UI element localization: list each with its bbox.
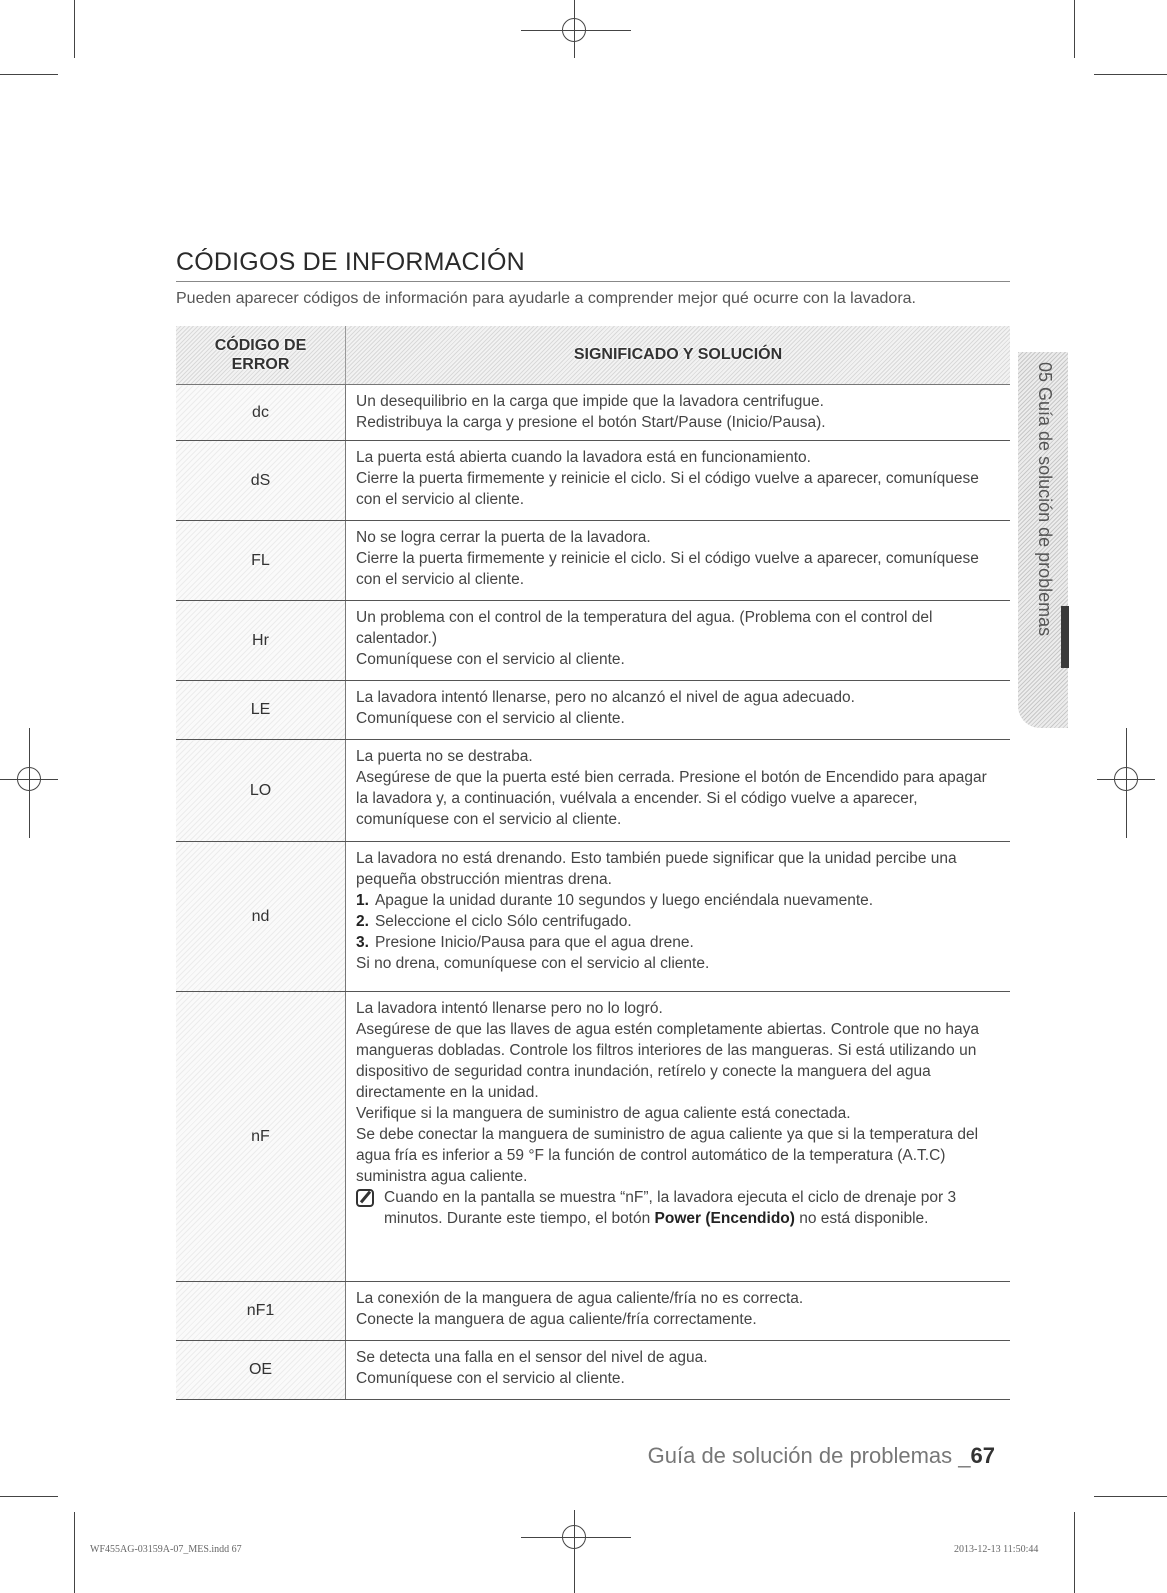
table-row (176, 681, 1010, 740)
error-code: Hr (176, 601, 346, 681)
crop-mark (1094, 1496, 1167, 1497)
error-code: nF (176, 992, 346, 1282)
crop-mark (74, 1512, 75, 1593)
intro-text: Pueden aparecer códigos de información para ayudarle a comprender mejor qué ocurre con la lavadora. (176, 290, 916, 307)
description-line: La lavadora no está drenando. Esto también puede significar que la unidad percibe una pequeña obstrucción mientras drena. (356, 850, 957, 888)
page-number: 67 (970, 1443, 995, 1468)
header-code-line2: ERROR (231, 356, 290, 373)
error-description (346, 441, 1011, 521)
error-codes-table (176, 326, 1010, 1400)
error-code: FL (176, 521, 346, 601)
step-text: Seleccione el ciclo Sólo centrifugado. (374, 913, 632, 930)
description-line: Cierre la puerta firmemente y reinicie el ciclo. Si el código vuelve a aparecer, comuníquese con el servicio al cliente. (356, 470, 979, 508)
error-description (346, 992, 1011, 1282)
error-description (346, 521, 1011, 601)
description-line: La lavadora intentó llenarse, pero no alcanzó el nivel de agua adecuado. (356, 689, 855, 706)
table-header-row (176, 326, 1010, 385)
error-code: nF1 (176, 1282, 346, 1341)
crop-mark (1074, 1512, 1075, 1593)
crop-mark (0, 74, 58, 75)
step-item (356, 890, 1002, 911)
crop-mark (1094, 74, 1167, 75)
registration-circle (17, 767, 41, 791)
description-line: Se debe conectar la manguera de suministro de agua caliente ya que si la temperatura del agua fría es inferior a 59 °F la función de control automático de la temperatura (A.T.C) suministra agua caliente. (356, 1126, 979, 1185)
step-number: 2. (356, 913, 369, 930)
step-item (356, 911, 1002, 932)
description-line: Conecte la manguera de agua caliente/fría correctamente. (356, 1311, 757, 1328)
note-text (384, 1187, 1002, 1229)
print-slug-file: WF455AG-03159A-07_MES.indd 67 (90, 1544, 242, 1555)
description-line: Asegúrese de que las llaves de agua estén completamente abiertas. Controle que no haya mangueras dobladas. Controle los filtros interiores de las mangueras. Si está utilizando un dispositivo de seguridad contra inundación, retírelo y conecte la manguera del agua directamente en la unidad. (356, 1021, 979, 1101)
description-line: Si no drena, comuníquese con el servicio al cliente. (356, 955, 710, 972)
error-code: dS (176, 441, 346, 521)
description-line: Se detecta una falla en el sensor del nivel de agua. (356, 1349, 708, 1366)
error-description (346, 601, 1011, 681)
page-title: CÓDIGOS DE INFORMACIÓN (176, 248, 1010, 282)
header-code (176, 326, 346, 385)
note-text-part: Cuando en la pantalla se muestra “nF”, la lavadora ejecuta el ciclo de drenaje por 3 minutos. Durante este tiempo, el botón (384, 1189, 957, 1227)
registration-mark (574, 1510, 575, 1593)
description-line: Comuníquese con el servicio al cliente. (356, 1370, 625, 1387)
step-number: 1. (356, 892, 369, 909)
chapter-side-tab-marker (1061, 606, 1069, 668)
description-line: No se logra cerrar la puerta de la lavadora. (356, 529, 651, 546)
error-code: LO (176, 740, 346, 842)
error-description (346, 740, 1011, 842)
note-block (356, 1187, 1002, 1229)
error-description (346, 842, 1011, 992)
table-row (176, 521, 1010, 601)
description-line: Asegúrese de que la puerta esté bien cerrada. Presione el botón de Encendido para apagar la lavadora y, a continuación, vuélvala a encender. Si el código vuelve a aparecer, comuníquese con el servicio al cliente. (356, 769, 987, 828)
registration-circle (1114, 767, 1138, 791)
error-code: nd (176, 842, 346, 992)
chapter-side-tab-label: 05 Guía de solución de problemas (1035, 362, 1055, 637)
note-bold-text: Power (Encendido) (654, 1210, 795, 1227)
description-line: Redistribuya la carga y presione el botón Start/Pause (Inicio/Pausa). (356, 414, 826, 431)
description-line: Comuníquese con el servicio al cliente. (356, 710, 625, 727)
registration-circle (562, 18, 586, 42)
table-row (176, 441, 1010, 521)
error-code: OE (176, 1341, 346, 1400)
note-text-part: no está disponible. (794, 1210, 929, 1227)
description-line: Un desequilibrio en la carga que impide que la lavadora centrifugue. (356, 393, 824, 410)
error-description (346, 1282, 1011, 1341)
footer-text: Guía de solución de problemas _ (647, 1443, 971, 1468)
crop-mark (0, 1496, 58, 1497)
table-row (176, 842, 1010, 992)
error-description (346, 1341, 1011, 1400)
description-line: Verifique si la manguera de suministro de agua caliente está conectada. (356, 1105, 851, 1122)
print-slug-timestamp: 2013-12-13 11:50:44 (954, 1544, 1039, 1555)
steps-list (356, 890, 1002, 953)
description-line: Cierre la puerta firmemente y reinicie el ciclo. Si el código vuelve a aparecer, comuníquese con el servicio al cliente. (356, 550, 979, 588)
step-number: 3. (356, 934, 369, 951)
error-description (346, 681, 1011, 740)
page-footer (648, 1443, 995, 1469)
note-pencil-icon (356, 1189, 374, 1207)
crop-mark (74, 0, 75, 58)
step-item (356, 932, 1002, 953)
description-line: Un problema con el control de la temperatura del agua. (Problema con el control del calentador.) (356, 609, 933, 647)
table-row (176, 740, 1010, 842)
step-text: Apague la unidad durante 10 segundos y luego enciéndala nuevamente. (374, 892, 874, 909)
table-row (176, 1341, 1010, 1400)
table-row (176, 992, 1010, 1282)
description-line: La puerta no se destraba. (356, 748, 533, 765)
crop-mark (1074, 0, 1075, 58)
error-code: LE (176, 681, 346, 740)
description-line: Comuníquese con el servicio al cliente. (356, 651, 625, 668)
table-row (176, 601, 1010, 681)
table-row (176, 385, 1010, 441)
error-description (346, 385, 1011, 441)
description-line: La puerta está abierta cuando la lavadora está en funcionamiento. (356, 449, 811, 466)
header-meaning: SIGNIFICADO Y SOLUCIÓN (346, 326, 1011, 385)
description-line: La lavadora intentó llenarse pero no lo logró. (356, 1000, 663, 1017)
description-line: La conexión de la manguera de agua caliente/fría no es correcta. (356, 1290, 804, 1307)
header-code-line1: CÓDIGO DE (214, 337, 307, 354)
registration-circle (562, 1525, 586, 1549)
error-code: dc (176, 385, 346, 441)
step-text: Presione Inicio/Pausa para que el agua drene. (374, 934, 694, 951)
table-row (176, 1282, 1010, 1341)
